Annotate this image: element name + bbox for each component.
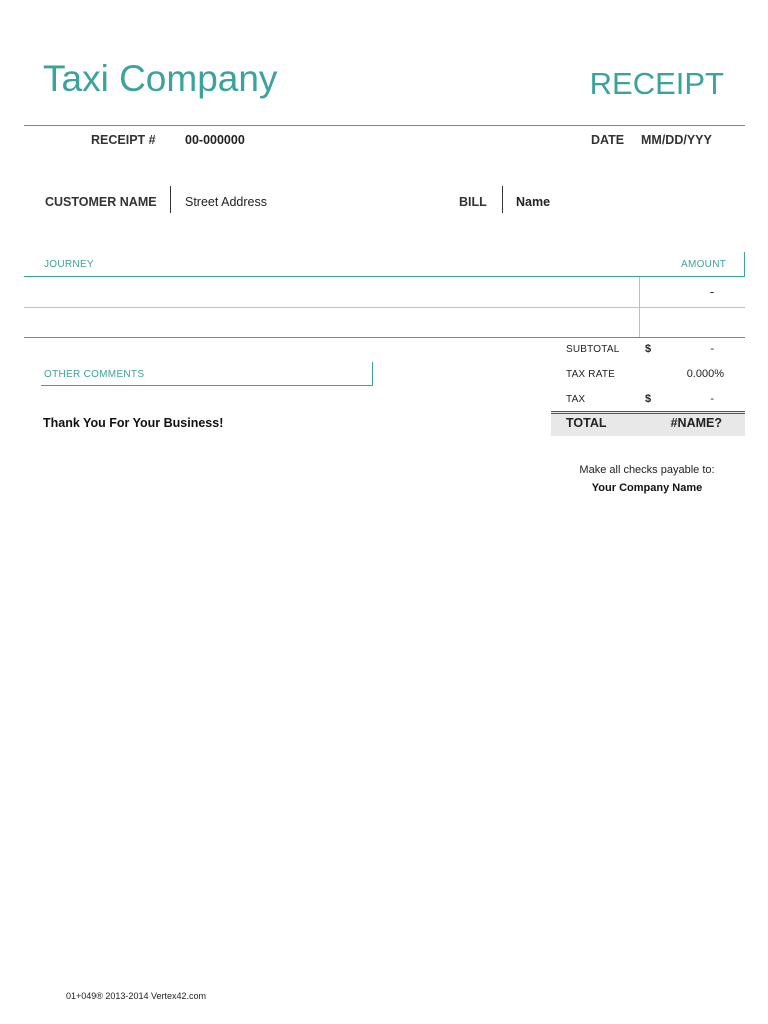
bill-label: BILL [459,195,487,209]
subtotal-value: - [710,343,714,355]
amount-header-edge [744,252,745,276]
amount-cell: - [709,285,714,299]
tax-label: TAX [566,394,586,405]
subtotal-label: SUBTOTAL [566,344,620,355]
other-comments-label: OTHER COMMENTS [44,369,145,380]
receipt-number-label: RECEIPT # [91,133,156,147]
tax-currency: $ [645,393,652,405]
footer-copyright: 01+049® 2013-2014 Vertex42.com [66,991,206,1001]
receipt-number-value: 00-000000 [185,133,245,147]
header-divider [24,125,745,126]
thank-you-message: Thank You For Your Business! [43,416,224,430]
tax-value: - [710,393,714,405]
payable-note: Make all checks payable to: [579,464,715,476]
tax-rate-label: TAX RATE [566,369,616,380]
tax-rate-value: 0.000% [686,368,724,380]
table-row [24,277,639,307]
total-label: TOTAL [566,416,607,430]
journey-column-header: JOURNEY [44,259,94,270]
date-label: DATE [591,133,625,147]
document-type: RECEIPT [589,66,724,101]
other-comments-box [41,362,373,386]
payable-company-name: Your Company Name [591,482,703,494]
subtotal-currency: $ [645,343,652,355]
amount-column-header: AMOUNT [681,259,727,270]
bill-name-value: Name [516,195,551,209]
bill-separator [502,186,503,213]
table-bottom-rule [24,337,745,338]
table-row [24,308,639,337]
customer-separator [170,186,171,213]
customer-address-value: Street Address [185,195,267,209]
table-column-divider [639,277,640,337]
date-value: MM/DD/YYY [641,133,712,147]
total-value: #NAME? [670,416,722,430]
company-name: Taxi Company [43,58,278,99]
customer-name-label: CUSTOMER NAME [45,195,157,209]
